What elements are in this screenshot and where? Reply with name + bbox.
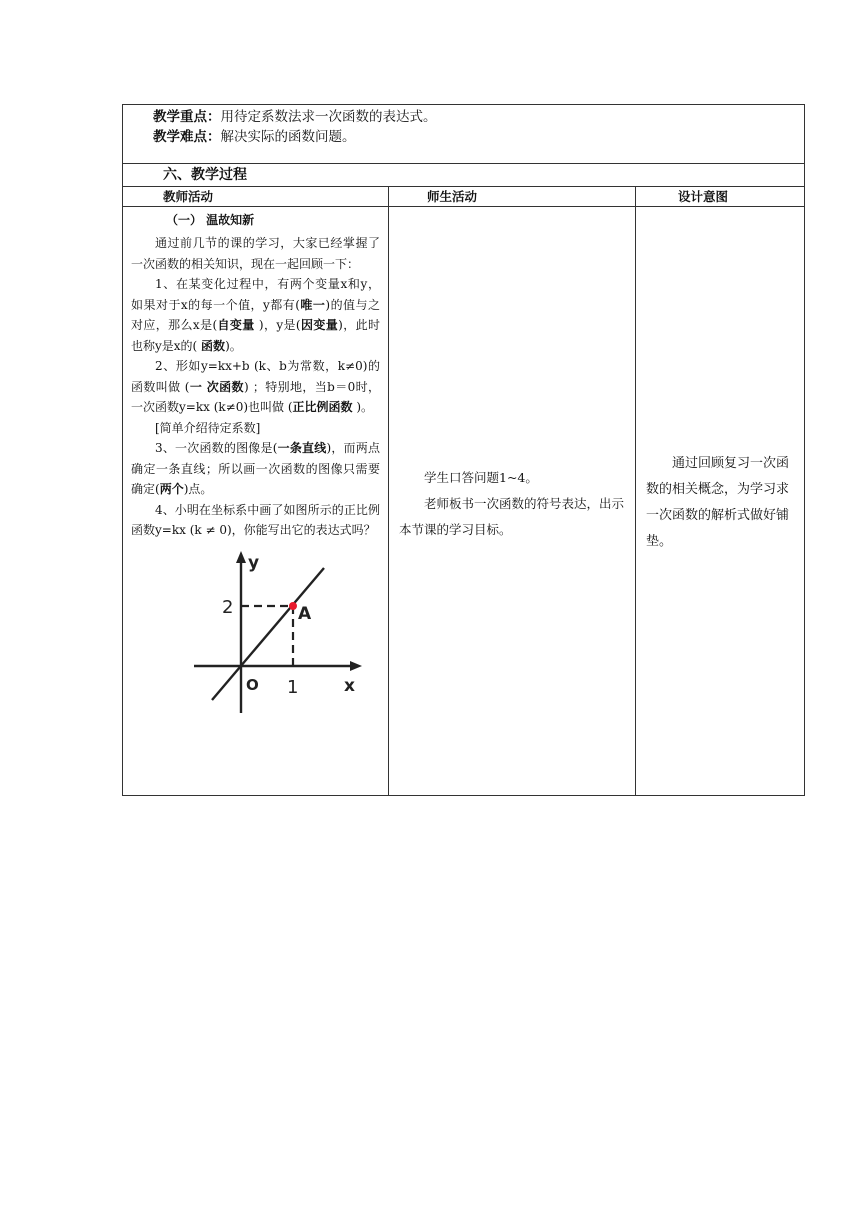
subsection-title: （一） 温故知新 <box>166 213 255 227</box>
lesson-plan <box>122 104 804 796</box>
intro-note: [简单介绍待定系数] <box>155 420 261 435</box>
difficulty-label: 教学难点： <box>153 129 221 145</box>
question-1: 1、在某变化过程中，有两个变量x和y，如果对于x的每一个值，y都有(唯一)的值与之对应，那么x是(自变量 )，y是(因变量)，此时也称y是x的( 函数)。 <box>131 277 381 353</box>
x-axis-label: x <box>344 675 355 696</box>
teacher-activity-cell <box>123 207 389 796</box>
column-header-interaction: 师生活动 <box>389 187 636 207</box>
intent-text: 通过回顾复习一次函数的相关概念，为学习求一次函数的解析式做好铺垫。 <box>646 456 790 549</box>
point-a-marker <box>289 602 297 610</box>
interaction-line-2: 老师板书一次函数的符号表达，出示本节课的学习目标。 <box>399 496 625 537</box>
y-axis-arrow <box>236 551 246 563</box>
intent-cell <box>636 207 805 796</box>
key-point <box>153 105 804 127</box>
point-a-label: A <box>298 603 312 624</box>
lesson-table <box>122 104 805 796</box>
question-4: 4、小明在坐标系中画了如图所示的正比例函数y=kx (k ≠ 0)，你能写出它的表达式吗？ <box>131 502 380 537</box>
column-header-intent: 设计意图 <box>636 187 805 207</box>
question-2: 2、形如y=kx+b (k、b为常数，k≠0)的函数叫做 (一 次函数) ；特别地，当b＝0时，一次函数y=kx (k≠0)也叫做 (正比例函数 )。 <box>131 359 380 414</box>
intro-paragraph: 通过前几节的课的学习，大家已经掌握了一次函数的相关知识，现在一起回顾一下： <box>131 236 380 271</box>
column-header-teacher: 教师活动 <box>123 187 389 207</box>
section-title: 六、教学过程 <box>123 164 805 187</box>
x-tick-label: 1 <box>287 676 299 698</box>
difficulty-point <box>153 127 804 147</box>
coordinate-graph <box>186 545 366 713</box>
origin-label: O <box>246 675 259 694</box>
key-point-label: 教学重点： <box>153 109 221 125</box>
y-tick-label: 2 <box>222 596 234 618</box>
difficulty-text: 解决实际的函数问题。 <box>220 129 356 145</box>
highlights-cell <box>123 105 805 164</box>
key-point-text: 用待定系数法求一次函数的表达式。 <box>220 109 437 125</box>
interaction-cell <box>389 207 636 796</box>
x-axis-arrow <box>350 661 362 671</box>
question-3: 3、一次函数的图像是(一条直线)，而两点确定一条直线；所以画一次函数的图像只需要确定(两个)点。 <box>131 441 380 496</box>
interaction-line-1: 学生口答问题1~4。 <box>424 470 538 485</box>
y-axis-label: y <box>248 552 260 573</box>
function-line <box>212 568 324 700</box>
